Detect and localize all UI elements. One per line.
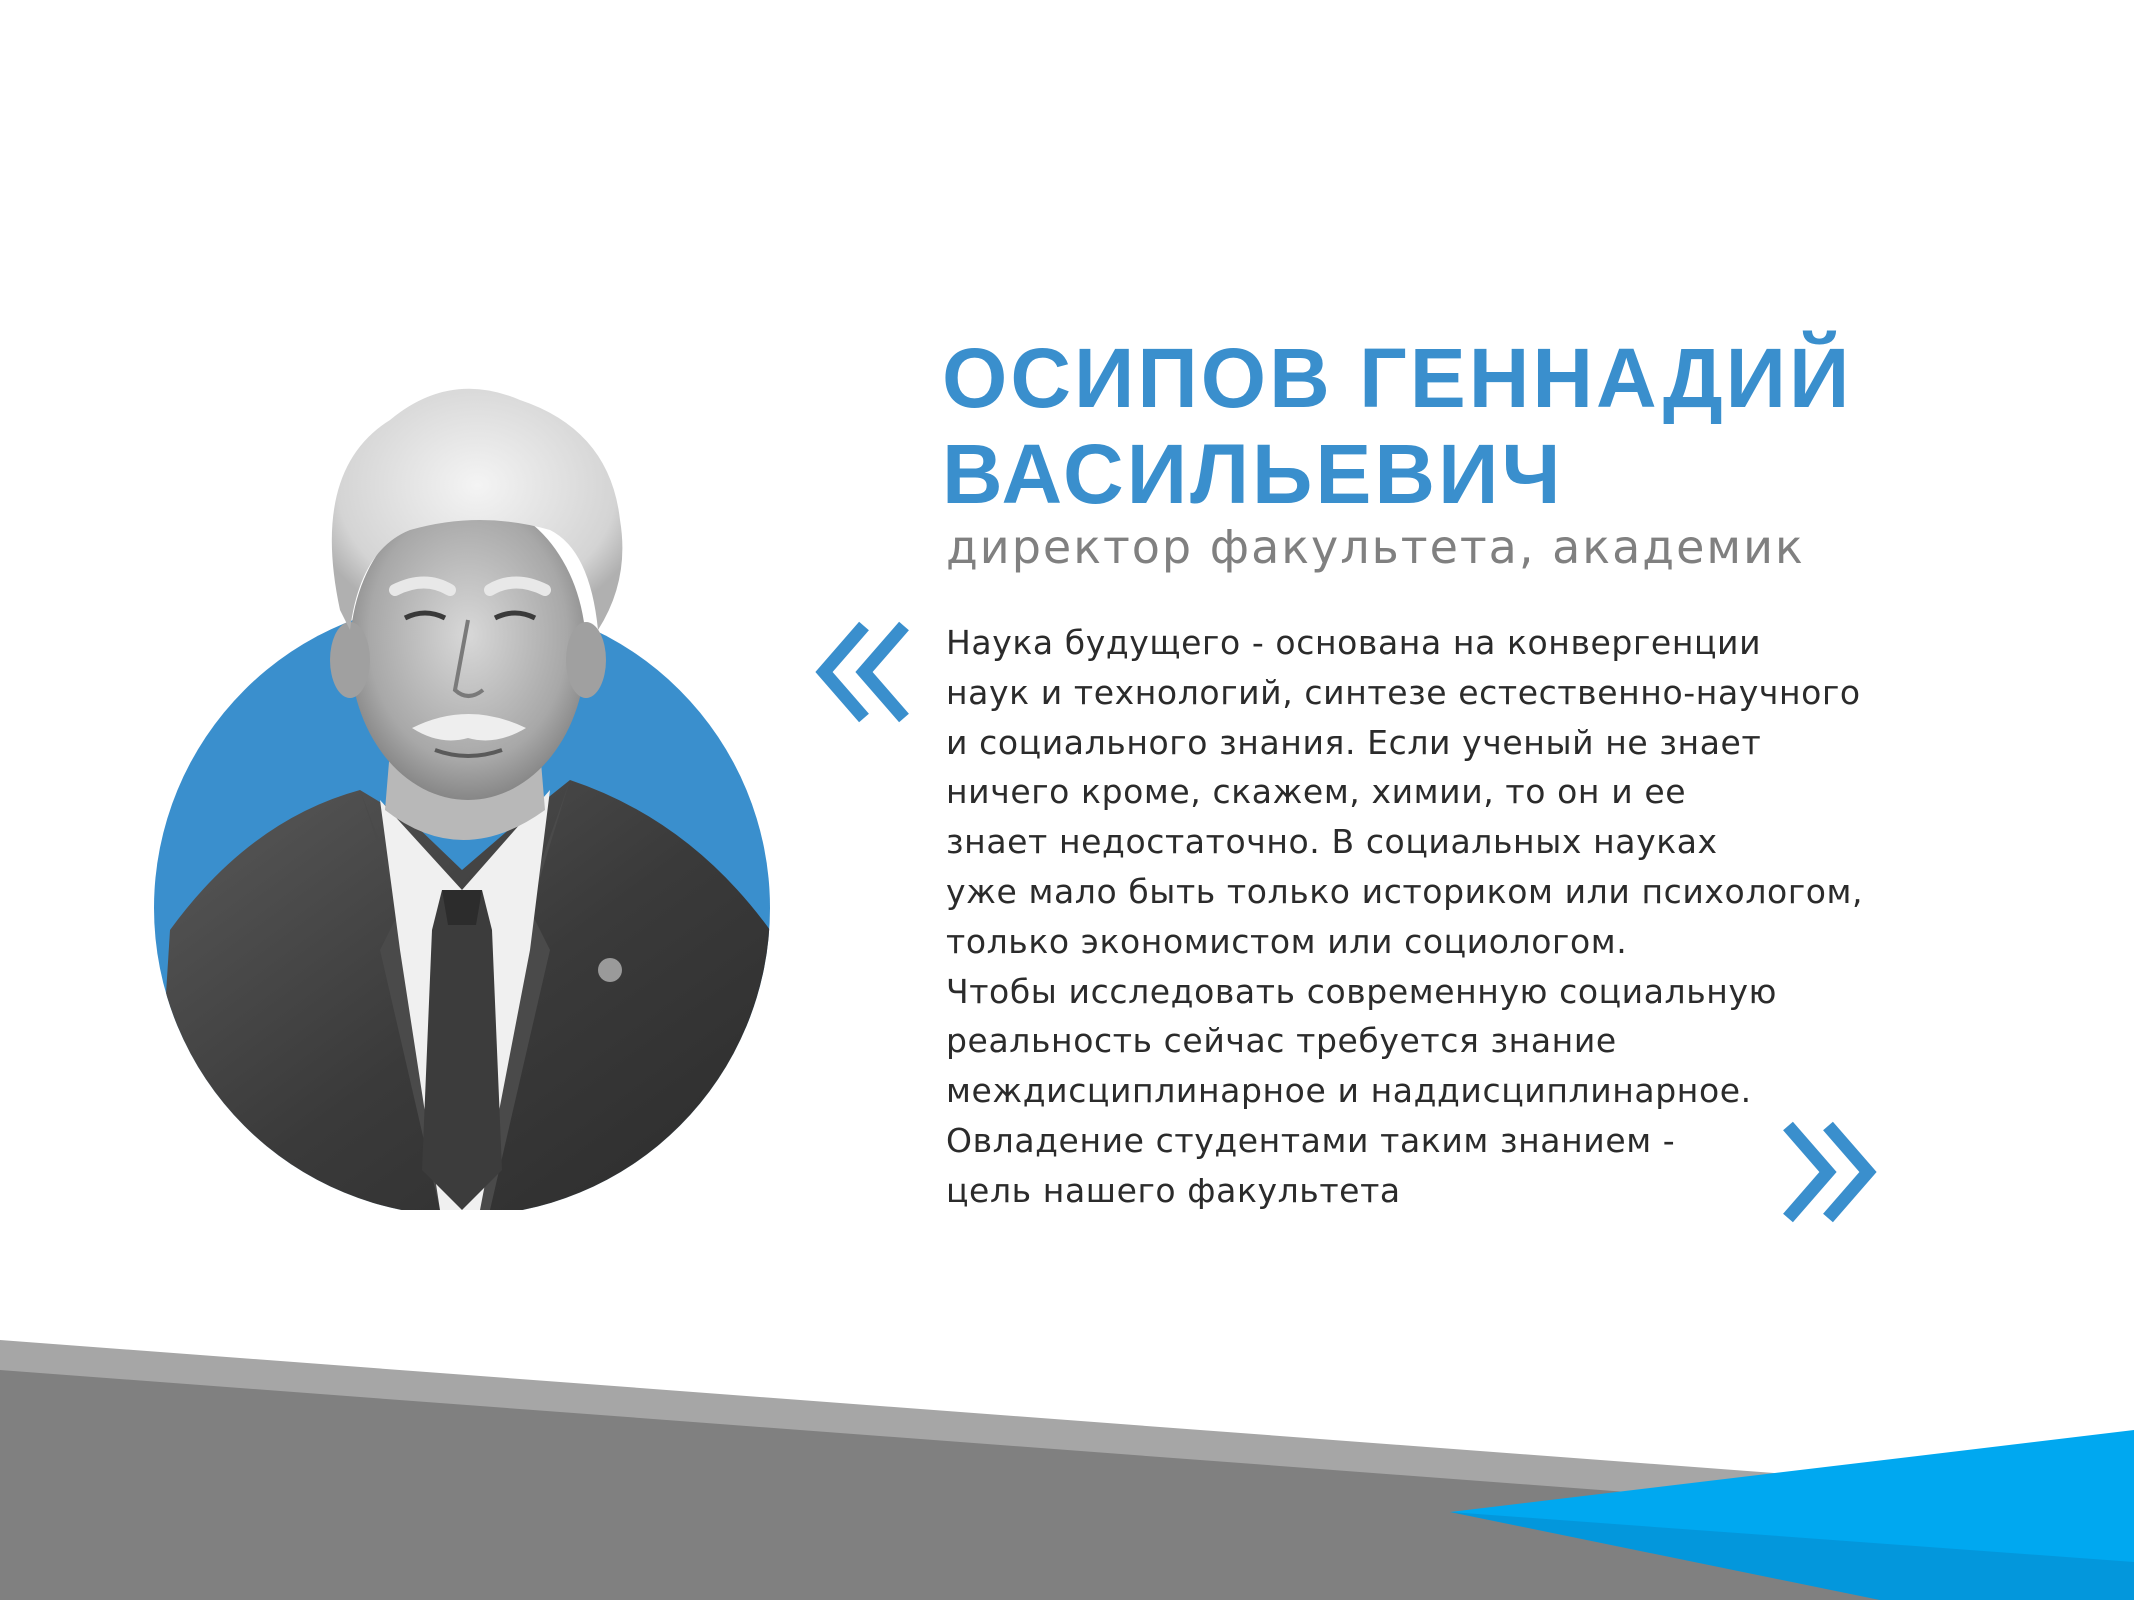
quote-line: цель нашего факультета [946, 1170, 1401, 1210]
bottom-decorative-bands [0, 1330, 2134, 1600]
portrait-lapel-pin [598, 958, 622, 982]
person-name [942, 330, 1942, 522]
quote-line: Овладение студентами таким знанием - [946, 1120, 1676, 1160]
double-chevron-right-icon [1776, 1120, 1880, 1224]
quote-line: наук и технологий, синтезе естественно-научного [946, 672, 1861, 712]
person-name-line-2: ВАСИЛЬЕВИЧ [942, 427, 1564, 521]
quote-line: Чтобы исследовать современную социальную [946, 971, 1777, 1011]
quote-line: уже мало быть только историком или психологом, [946, 871, 1864, 911]
quote-line: междисциплинарное и наддисциплинарное. [946, 1071, 1752, 1111]
quote-line: ничего кроме, скажем, химии, то он и ее [946, 772, 1687, 812]
quote-line: Наука будущего - основана на конвергенции [946, 623, 1762, 662]
person-name-line-1: ОСИПОВ ГЕННАДИЙ [942, 331, 1853, 425]
quote-line: и социального знания. Если ученый не знает [946, 722, 1762, 762]
portrait-tie [422, 890, 502, 1210]
portrait [150, 350, 790, 1210]
quote-line: знает недостаточно. В социальных науках [946, 822, 1718, 862]
quote-line: только экономистом или социологом. [946, 921, 1628, 961]
person-role: директор факультета, академик [946, 520, 1805, 574]
quote-line: реальность сейчас требуется знание [946, 1021, 1617, 1061]
double-chevron-left-icon [812, 620, 916, 724]
